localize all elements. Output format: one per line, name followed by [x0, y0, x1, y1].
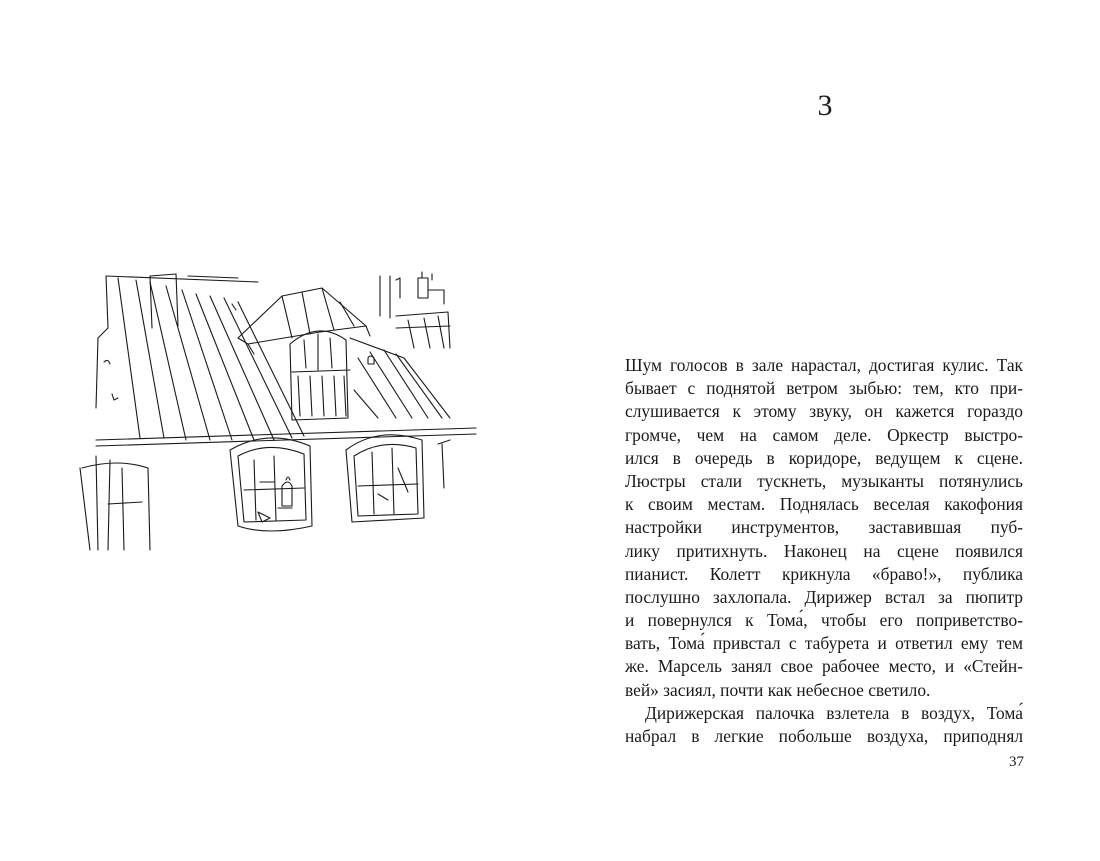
text-line: же. Марсель занял свое рабочее место, и «Стейн-: [625, 656, 1023, 677]
text-line: слушивается к этому звуку, он кажется гораздо: [625, 401, 1023, 422]
text-line: громче, чем на самом деле. Оркестр выстро-: [625, 424, 1023, 445]
text-line: и повернулся к Тома́, чтобы его поприветство-: [625, 610, 1023, 631]
text-line: набрал в легкие побольше воздуха, приподнял: [625, 726, 1023, 746]
text-line: настройки инструментов, заставившая пуб-: [625, 517, 1023, 538]
text-line: к своим местам. Поднялась веселая какофония: [625, 494, 1023, 515]
text-line: лику притихнуть. Наконец на сцене появился: [625, 540, 1023, 561]
chapter-number: 3: [817, 89, 833, 122]
text-line: послушно захлопала. Дирижер встал за пюпитр: [625, 586, 1023, 607]
paragraph-2: [625, 702, 1023, 748]
text-line: вать, Тома́ привстал с табурета и ответил ему тем: [625, 633, 1023, 654]
text-line: Шум голосов в зале нарастал, достигая кулис. Так: [625, 355, 1023, 375]
text-line: вей» засиял, почти как небесное светило.: [625, 679, 931, 700]
text-line: Люстры стали тускнеть, музыканты потянулись: [625, 470, 1023, 491]
text-line: бывает с поднятой ветром зыбью: тем, кто при-: [625, 378, 1023, 399]
rooftops-sketch-icon: [78, 268, 478, 553]
paragraph-1: [625, 354, 1023, 702]
text-line: ился в очередь в коридоре, ведущем к сцене.: [625, 447, 1023, 468]
text-line: Дирижерская палочка взлетела в воздух, Тома́: [645, 702, 1023, 723]
page-number: 37: [1009, 754, 1024, 770]
text-line: пианист. Колетт крикнула «браво!», публика: [625, 563, 1023, 584]
body-text: [625, 354, 1023, 748]
